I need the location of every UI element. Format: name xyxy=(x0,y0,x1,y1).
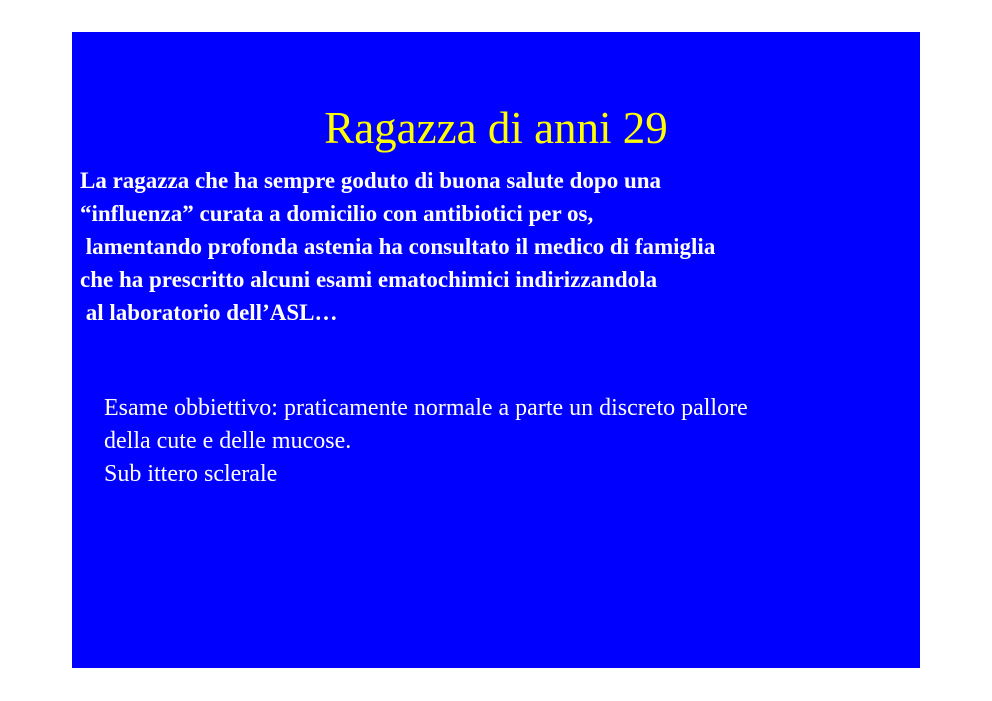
intro-line: “influenza” curata a domicilio con antibiotici per os, xyxy=(80,201,594,226)
exam-line: della cute e delle mucose. xyxy=(104,428,352,454)
intro-line: La ragazza che ha sempre goduto di buona salute dopo una xyxy=(80,168,662,193)
intro-line: al laboratorio dell’ASL… xyxy=(80,300,338,325)
intro-line: lamentando profonda astenia ha consultato il medico di famiglia xyxy=(80,234,716,259)
exam-paragraph xyxy=(104,392,904,491)
slide xyxy=(72,32,920,668)
intro-paragraph xyxy=(80,164,910,329)
slide-title: Ragazza di anni 29 xyxy=(324,103,668,153)
exam-line: Esame obbiettivo: praticamente normale a parte un discreto pallore xyxy=(104,395,748,421)
intro-line: che ha prescritto alcuni esami ematochimici indirizzandola xyxy=(80,267,658,292)
exam-line: Sub ittero sclerale xyxy=(104,461,278,487)
